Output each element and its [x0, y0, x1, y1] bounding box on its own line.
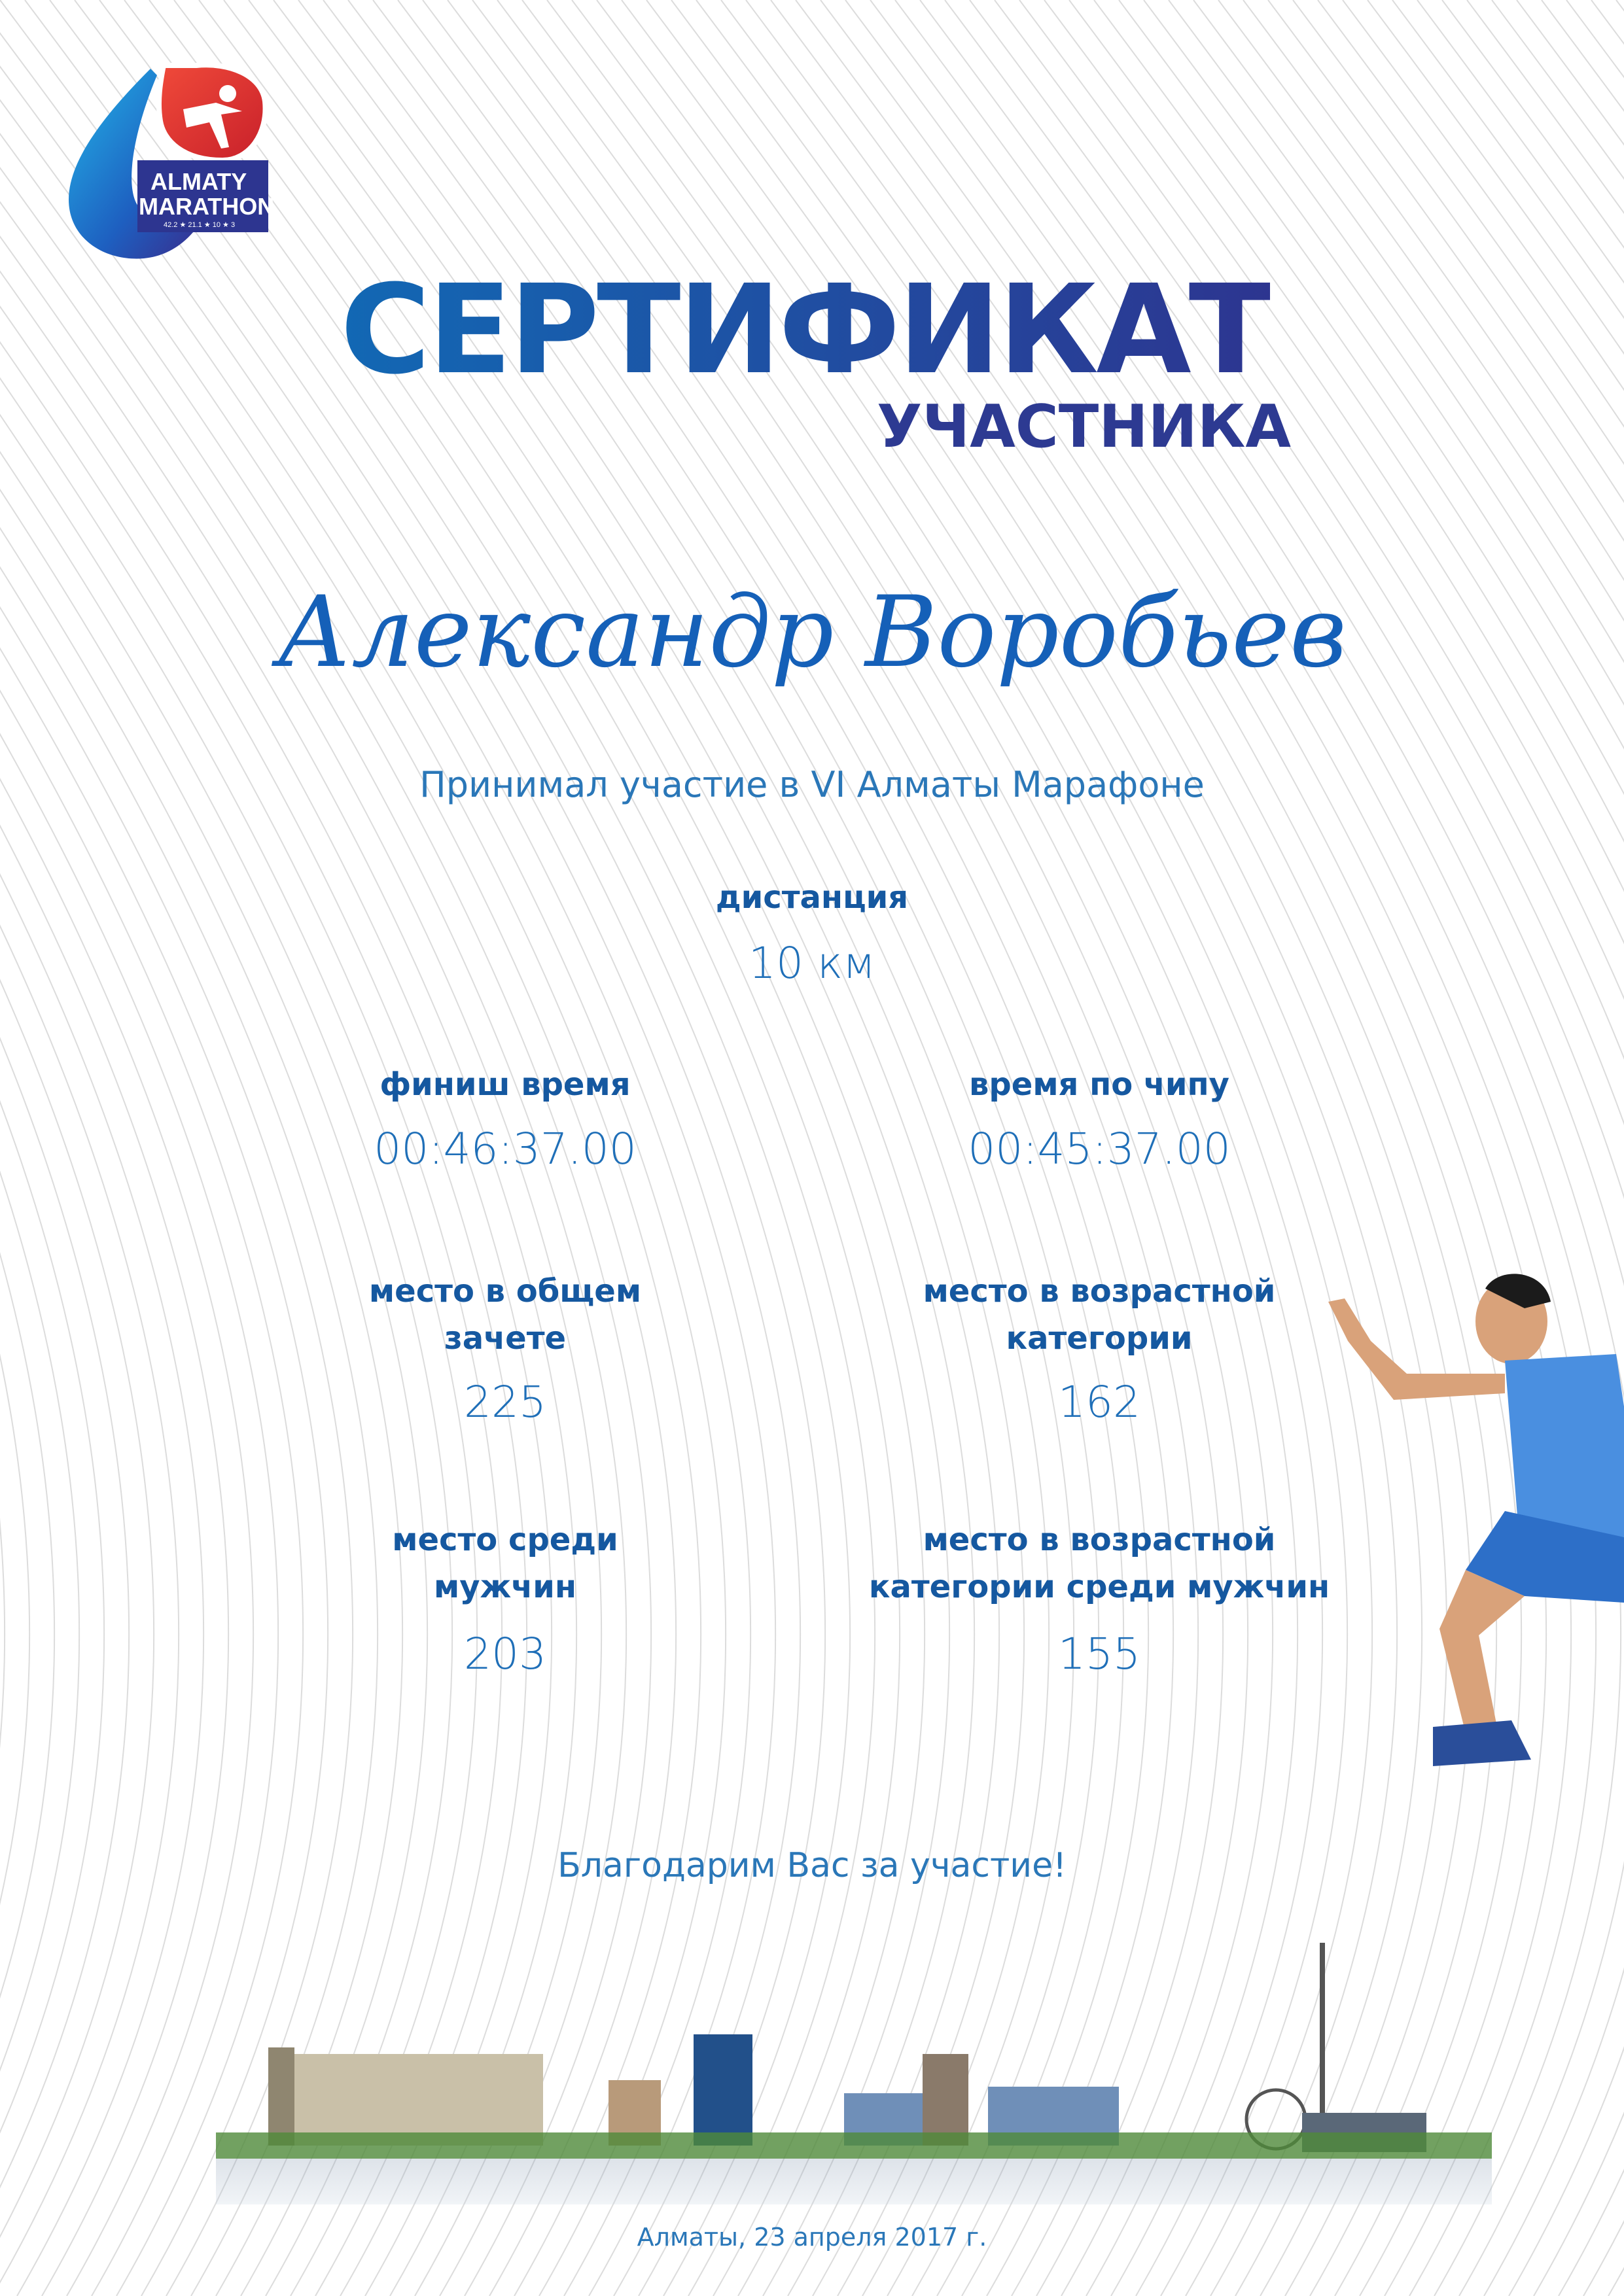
footer-date: Алматы, 23 апреля 2017 г.	[637, 2223, 987, 2252]
background-line	[1566, 0, 1624, 2296]
background-line	[0, 0, 29, 2296]
background-line	[0, 0, 79, 2296]
result-value: 203	[464, 1629, 546, 1679]
result-label-line: мужчин	[433, 1569, 577, 1605]
result-value: 225	[464, 1377, 546, 1427]
thanks-text: Благодарим Вас за участие!	[557, 1846, 1067, 1885]
background-line	[0, 0, 54, 2296]
result-value: 155	[1058, 1629, 1140, 1679]
logo-text-distances: 42.2 ★ 21.1 ★ 10 ★ 3	[164, 221, 236, 229]
result-value: 00:46:37.00	[374, 1124, 637, 1174]
logo-text-almaty: ALMATY	[150, 168, 247, 195]
distance-label: дистанция	[715, 879, 909, 916]
result-label-line: место в общем	[368, 1273, 642, 1310]
result-label	[923, 1268, 1276, 1362]
result-label-line: финиш время	[380, 1066, 631, 1103]
distance-value: 10 км	[749, 938, 875, 988]
result-label-line: зачете	[444, 1320, 567, 1357]
result-label-line: место в возрастной	[923, 1273, 1276, 1310]
result-label	[969, 1061, 1229, 1108]
result-label	[380, 1061, 630, 1108]
participant-name: Александр Воробьев	[277, 576, 1347, 689]
result-label-line: время по чипу	[969, 1066, 1229, 1103]
almaty-skyline	[216, 1930, 1492, 2204]
background-line	[0, 0, 154, 2296]
certificate-subtitle: УЧАСТНИКА	[877, 392, 1292, 461]
intro-text: Принимал участие в VI Алматы Марафоне	[419, 764, 1205, 805]
result-label-line: категории	[1006, 1320, 1193, 1357]
result-label	[392, 1516, 618, 1610]
result-value: 162	[1058, 1377, 1140, 1427]
background-line	[0, 0, 129, 2296]
result-label	[369, 1268, 641, 1362]
result-label-line: место среди	[392, 1522, 618, 1558]
certificate-title: СЕРТИФИКАТ	[340, 258, 1270, 402]
runner-photo	[1309, 1262, 1624, 1792]
background-line	[0, 0, 104, 2296]
result-label-line: категории среди мужчин	[868, 1569, 1330, 1605]
result-label-line: место в возрастной	[923, 1522, 1276, 1558]
almaty-marathon-logo	[65, 62, 281, 265]
result-value: 00:45:37.00	[968, 1124, 1231, 1174]
logo-text-marathon: MARATHON	[139, 193, 275, 220]
background-line	[0, 0, 228, 2296]
result-label	[869, 1516, 1330, 1610]
background-line	[0, 0, 203, 2296]
